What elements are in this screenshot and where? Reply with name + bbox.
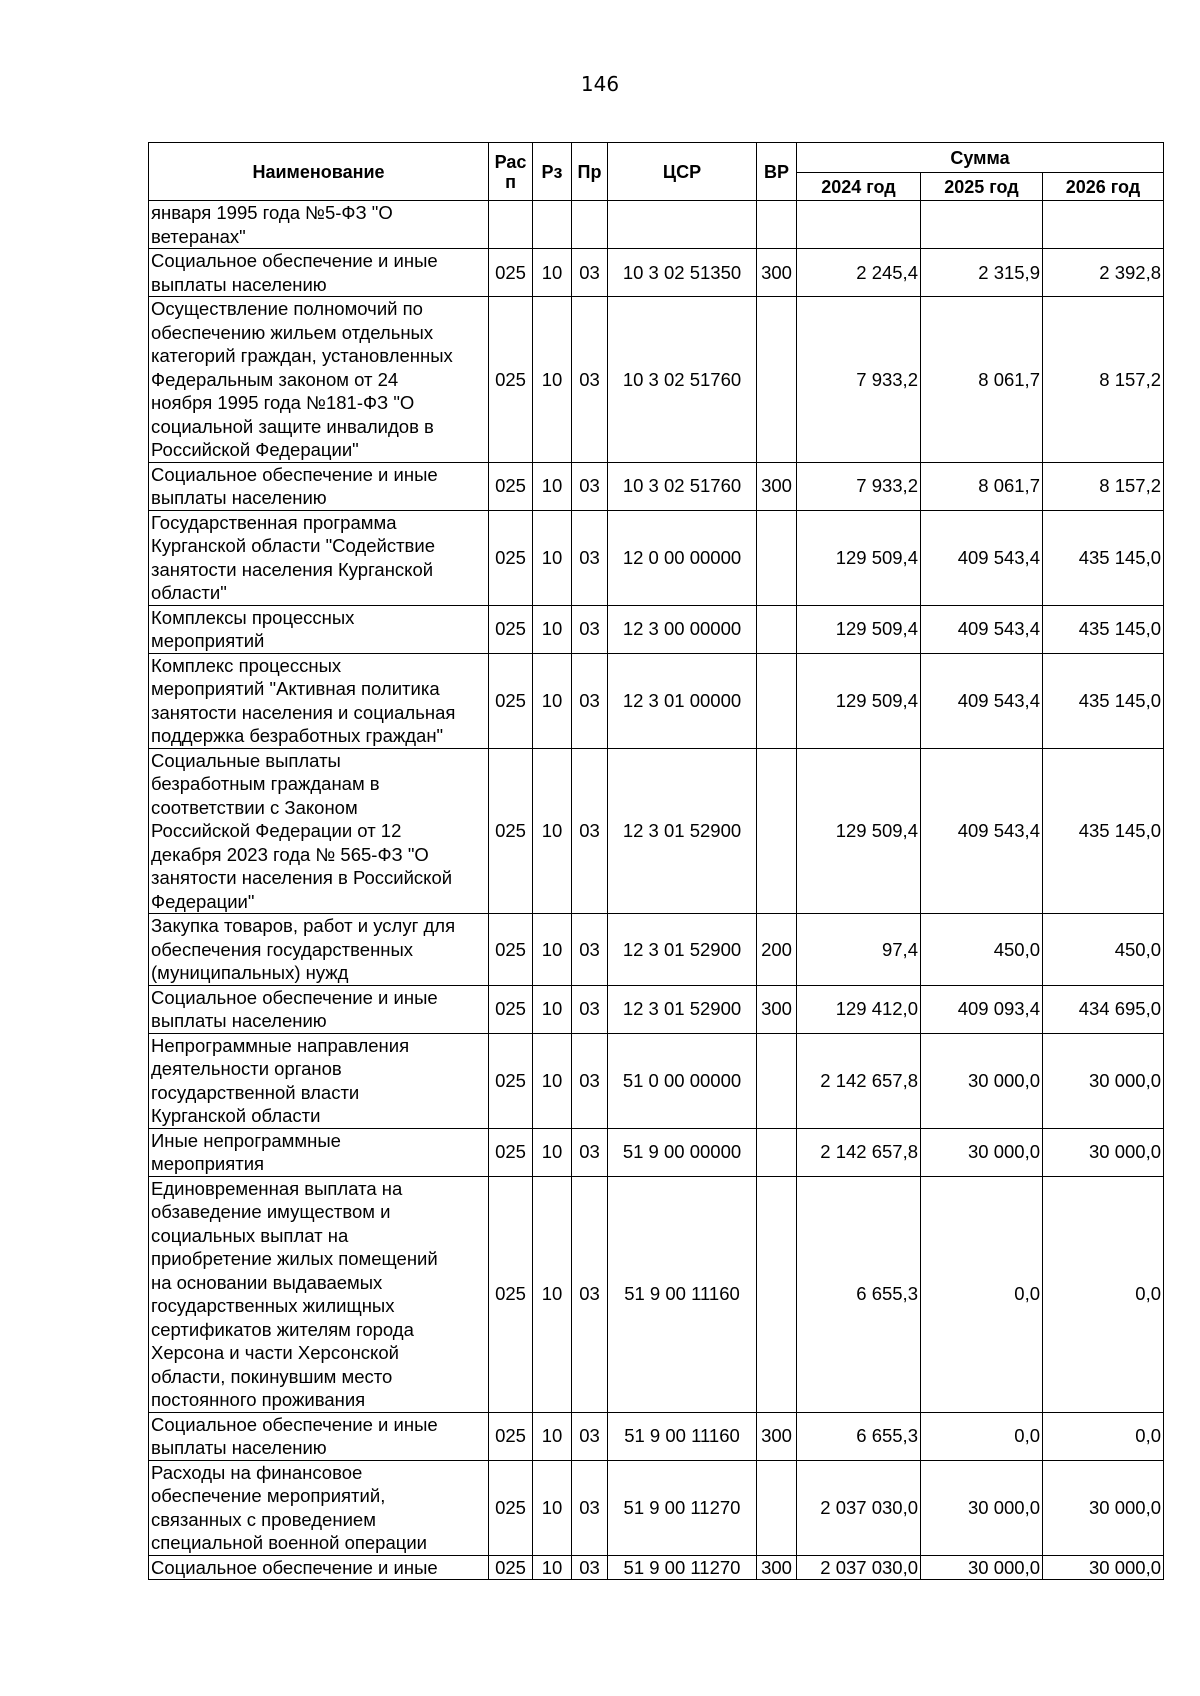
- cell-rasp: 025: [489, 653, 533, 748]
- cell-csr: 10 3 02 51760: [608, 297, 757, 463]
- cell-vr: [757, 748, 797, 914]
- cell-vr: [757, 297, 797, 463]
- cell-name: Единовременная выплата на обзаведение имуществом и социальных выплат на приобретение жилых помещений на основании выдаваемых государственных жилищных сертификатов жителям города Херсона и части Херсонской области, покинувшим место постоянного проживания: [149, 1176, 489, 1412]
- cell-rasp: 025: [489, 1412, 533, 1460]
- cell-sum-2024: 129 412,0: [797, 985, 921, 1033]
- cell-csr: 12 3 01 52900: [608, 914, 757, 986]
- budget-table: [148, 142, 1164, 1580]
- table-row: [149, 985, 1164, 1033]
- table-row: [149, 1033, 1164, 1128]
- cell-rz: 10: [533, 1412, 572, 1460]
- cell-pr: 03: [572, 510, 608, 605]
- cell-rz: 10: [533, 297, 572, 463]
- cell-sum-2024: 6 655,3: [797, 1412, 921, 1460]
- cell-sum-2024: 7 933,2: [797, 297, 921, 463]
- cell-pr: 03: [572, 462, 608, 510]
- cell-sum-2025: 0,0: [921, 1176, 1043, 1412]
- cell-sum-2024: 2 245,4: [797, 249, 921, 297]
- cell-sum-2025: 0,0: [921, 1412, 1043, 1460]
- cell-pr: 03: [572, 605, 608, 653]
- cell-pr: 03: [572, 914, 608, 986]
- cell-csr: 51 9 00 11160: [608, 1412, 757, 1460]
- table-row: [149, 748, 1164, 914]
- cell-sum-2026: 435 145,0: [1043, 653, 1164, 748]
- cell-csr: 10 3 02 51760: [608, 462, 757, 510]
- header-rasp: Рас п: [489, 143, 533, 201]
- cell-sum-2024: 2 037 030,0: [797, 1555, 921, 1580]
- table-row: [149, 1176, 1164, 1412]
- cell-name: Непрограммные направления деятельности органов государственной власти Курганской области: [149, 1033, 489, 1128]
- cell-sum-2026: 30 000,0: [1043, 1128, 1164, 1176]
- cell-name: Комплекс процессных мероприятий "Активная политика занятости населения и социальная поддержка безработных граждан": [149, 653, 489, 748]
- table-row: [149, 1128, 1164, 1176]
- cell-name: Социальное обеспечение и иные выплаты населению: [149, 985, 489, 1033]
- cell-sum-2026: 8 157,2: [1043, 297, 1164, 463]
- cell-vr: [757, 605, 797, 653]
- cell-sum-2025: 8 061,7: [921, 297, 1043, 463]
- cell-sum-2026: 450,0: [1043, 914, 1164, 986]
- cell-rz: 10: [533, 1128, 572, 1176]
- header-pr: Пр: [572, 143, 608, 201]
- cell-rz: 10: [533, 605, 572, 653]
- cell-name: января 1995 года №5-ФЗ "О ветеранах": [149, 201, 489, 249]
- cell-rasp: 025: [489, 1128, 533, 1176]
- cell-vr: 300: [757, 985, 797, 1033]
- cell-pr: 03: [572, 1176, 608, 1412]
- table-row: [149, 605, 1164, 653]
- cell-sum-2024: 2 142 657,8: [797, 1128, 921, 1176]
- cell-sum-2024: 2 037 030,0: [797, 1460, 921, 1555]
- cell-sum-2024: 2 142 657,8: [797, 1033, 921, 1128]
- cell-vr: [757, 1033, 797, 1128]
- cell-rasp: 025: [489, 748, 533, 914]
- cell-name: Осуществление полномочий по обеспечению жильем отдельных категорий граждан, установленных Федеральным законом от 24 ноября 1995 года №181-ФЗ "О социальной защите инвалидов в Российской Федерации": [149, 297, 489, 463]
- header-csr: ЦСР: [608, 143, 757, 201]
- cell-sum-2025: 450,0: [921, 914, 1043, 986]
- cell-vr: 300: [757, 462, 797, 510]
- cell-sum-2025: 409 543,4: [921, 510, 1043, 605]
- cell-sum-2024: 7 933,2: [797, 462, 921, 510]
- table-header: [149, 143, 1164, 201]
- cell-pr: 03: [572, 249, 608, 297]
- cell-rz: 10: [533, 914, 572, 986]
- cell-sum-2026: [1043, 201, 1164, 249]
- cell-sum-2024: 6 655,3: [797, 1176, 921, 1412]
- cell-rz: 10: [533, 985, 572, 1033]
- cell-rasp: 025: [489, 249, 533, 297]
- cell-sum-2025: [921, 201, 1043, 249]
- cell-rz: 10: [533, 462, 572, 510]
- cell-vr: [757, 1460, 797, 1555]
- cell-name: Социальное обеспечение и иные выплаты населению: [149, 462, 489, 510]
- cell-pr: 03: [572, 297, 608, 463]
- header-2026: 2026 год: [1043, 173, 1164, 201]
- cell-sum-2026: 434 695,0: [1043, 985, 1164, 1033]
- cell-name: Социальное обеспечение и иные выплаты населению: [149, 1412, 489, 1460]
- cell-rasp: 025: [489, 1460, 533, 1555]
- cell-rz: 10: [533, 1033, 572, 1128]
- cell-name: Комплексы процессных мероприятий: [149, 605, 489, 653]
- cell-rasp: 025: [489, 1176, 533, 1412]
- cell-csr: 51 0 00 00000: [608, 1033, 757, 1128]
- cell-csr: 12 3 01 00000: [608, 653, 757, 748]
- table-row: [149, 1412, 1164, 1460]
- cell-name: Расходы на финансовое обеспечение мероприятий, связанных с проведением специальной военной операции: [149, 1460, 489, 1555]
- cell-sum-2026: 435 145,0: [1043, 748, 1164, 914]
- table-row: [149, 1460, 1164, 1555]
- cell-rz: [533, 201, 572, 249]
- cell-sum-2026: 2 392,8: [1043, 249, 1164, 297]
- cell-name: Закупка товаров, работ и услуг для обеспечения государственных (муниципальных) нужд: [149, 914, 489, 986]
- cell-vr: [757, 201, 797, 249]
- cell-sum-2024: 129 509,4: [797, 510, 921, 605]
- cell-csr: 51 9 00 11160: [608, 1176, 757, 1412]
- table-row: [149, 297, 1164, 463]
- table-row: [149, 653, 1164, 748]
- cell-pr: 03: [572, 748, 608, 914]
- table-row: [149, 1555, 1164, 1580]
- cell-name: Социальные выплаты безработным гражданам в соответствии с Законом Российской Федерации от 12 декабря 2023 года № 565-ФЗ "О занятости населения в Российской Федерации": [149, 748, 489, 914]
- cell-pr: 03: [572, 1128, 608, 1176]
- cell-rasp: 025: [489, 462, 533, 510]
- cell-pr: [572, 201, 608, 249]
- cell-rasp: 025: [489, 510, 533, 605]
- cell-rz: 10: [533, 1460, 572, 1555]
- cell-sum-2025: 30 000,0: [921, 1033, 1043, 1128]
- table-row: [149, 510, 1164, 605]
- cell-vr: [757, 653, 797, 748]
- cell-pr: 03: [572, 985, 608, 1033]
- cell-sum-2025: 30 000,0: [921, 1460, 1043, 1555]
- cell-sum-2026: 30 000,0: [1043, 1555, 1164, 1580]
- cell-vr: [757, 510, 797, 605]
- header-name: Наименование: [149, 143, 489, 201]
- cell-sum-2026: 435 145,0: [1043, 605, 1164, 653]
- cell-sum-2025: 8 061,7: [921, 462, 1043, 510]
- cell-sum-2024: 97,4: [797, 914, 921, 986]
- cell-sum-2025: 409 543,4: [921, 605, 1043, 653]
- cell-rasp: 025: [489, 1033, 533, 1128]
- table-row: [149, 201, 1164, 249]
- cell-sum-2025: 30 000,0: [921, 1555, 1043, 1580]
- cell-rasp: [489, 201, 533, 249]
- header-rz: Рз: [533, 143, 572, 201]
- cell-sum-2025: 409 543,4: [921, 748, 1043, 914]
- cell-vr: 300: [757, 1555, 797, 1580]
- cell-pr: 03: [572, 1033, 608, 1128]
- cell-rasp: 025: [489, 1555, 533, 1580]
- cell-rz: 10: [533, 249, 572, 297]
- cell-sum-2026: 30 000,0: [1043, 1033, 1164, 1128]
- cell-csr: 12 3 01 52900: [608, 748, 757, 914]
- cell-pr: 03: [572, 1412, 608, 1460]
- cell-csr: 12 3 00 00000: [608, 605, 757, 653]
- cell-pr: 03: [572, 1460, 608, 1555]
- cell-vr: 200: [757, 914, 797, 986]
- table-row: [149, 249, 1164, 297]
- cell-name: Социальное обеспечение и иные: [149, 1555, 489, 1580]
- cell-csr: 10 3 02 51350: [608, 249, 757, 297]
- header-2024: 2024 год: [797, 173, 921, 201]
- cell-rasp: 025: [489, 297, 533, 463]
- cell-sum-2024: 129 509,4: [797, 605, 921, 653]
- cell-rz: 10: [533, 1555, 572, 1580]
- cell-sum-2025: 409 543,4: [921, 653, 1043, 748]
- cell-csr: 12 0 00 00000: [608, 510, 757, 605]
- cell-rasp: 025: [489, 914, 533, 986]
- cell-sum-2026: 435 145,0: [1043, 510, 1164, 605]
- cell-csr: 12 3 01 52900: [608, 985, 757, 1033]
- cell-rz: 10: [533, 1176, 572, 1412]
- cell-sum-2026: 8 157,2: [1043, 462, 1164, 510]
- cell-csr: [608, 201, 757, 249]
- cell-sum-2026: 0,0: [1043, 1412, 1164, 1460]
- table-row: [149, 914, 1164, 986]
- cell-csr: 51 9 00 11270: [608, 1555, 757, 1580]
- cell-sum-2024: 129 509,4: [797, 748, 921, 914]
- cell-sum-2024: 129 509,4: [797, 653, 921, 748]
- cell-vr: [757, 1128, 797, 1176]
- table-body: [149, 201, 1164, 1580]
- cell-name: Иные непрограммные мероприятия: [149, 1128, 489, 1176]
- cell-csr: 51 9 00 11270: [608, 1460, 757, 1555]
- header-sum: Сумма: [797, 143, 1164, 173]
- cell-pr: 03: [572, 1555, 608, 1580]
- cell-sum-2025: 2 315,9: [921, 249, 1043, 297]
- cell-sum-2026: 30 000,0: [1043, 1460, 1164, 1555]
- cell-name: Государственная программа Курганской области "Содействие занятости населения Курганской области": [149, 510, 489, 605]
- cell-rz: 10: [533, 748, 572, 914]
- cell-rasp: 025: [489, 985, 533, 1033]
- cell-rz: 10: [533, 510, 572, 605]
- cell-pr: 03: [572, 653, 608, 748]
- cell-vr: [757, 1176, 797, 1412]
- cell-name: Социальное обеспечение и иные выплаты населению: [149, 249, 489, 297]
- cell-sum-2025: 30 000,0: [921, 1128, 1043, 1176]
- cell-sum-2024: [797, 201, 921, 249]
- cell-sum-2025: 409 093,4: [921, 985, 1043, 1033]
- cell-vr: 300: [757, 1412, 797, 1460]
- cell-csr: 51 9 00 00000: [608, 1128, 757, 1176]
- header-vr: ВР: [757, 143, 797, 201]
- cell-sum-2026: 0,0: [1043, 1176, 1164, 1412]
- cell-rz: 10: [533, 653, 572, 748]
- page-number: 146: [580, 72, 620, 96]
- header-2025: 2025 год: [921, 173, 1043, 201]
- table-row: [149, 462, 1164, 510]
- cell-rasp: 025: [489, 605, 533, 653]
- cell-vr: 300: [757, 249, 797, 297]
